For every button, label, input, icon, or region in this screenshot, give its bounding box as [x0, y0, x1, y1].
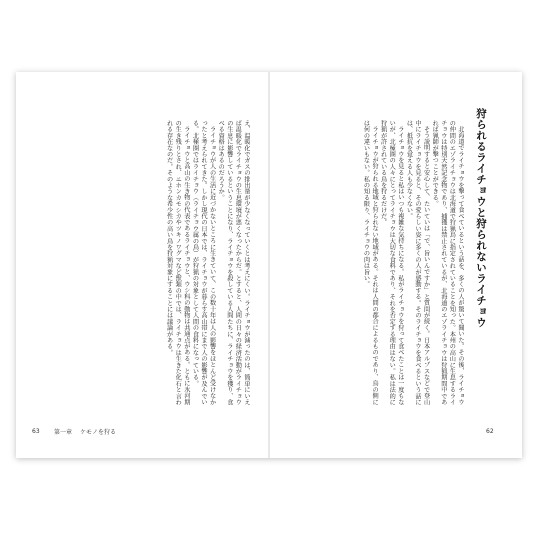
- right-paragraph-1: 北海道でライチョウを撃って食べているという話を、多くの人が驚いて聞いた。その後、ライチョウの仲間のエゾライチョウは北海道で狩猟鳥に指定されていることを知った。本州の高山に生息するライチョウは特別天然記念物であり、捕獲は禁止されているが、北海道のエゾライチョウは狩猟期間中であれば猟師が撃つことができる。: [431, 120, 464, 406]
- left-page-body: [44, 120, 250, 410]
- left-paragraph-3: ライチョウと高山の生き物の代表であるライチョウと、ウシ科の動物は共通点がある。ともに氷河期の生き残りとされ、ニホンカモシカやツキノワグマなど獣類の中では、ライチョウは生きた化石と言われる存在なのだ。そのような希少性の高い鳥を狩猟対象にすることには議論がある。: [165, 120, 190, 406]
- left-paragraph-1: え、温暖化でガスの排出量が少なくなっていくとは考えにくい。ライチョウが減ったのは、簡単にいえば温暖化でライチョウの生息環境が悪くなったからだ。とすると、人間の日々の経済活動がライチョウの生息に影響しているということになり、ライチョウを殺している人間たちに、ライチョウを獲り、食べる資格はあるのだろうか。: [217, 120, 250, 406]
- book-spread: [16, 72, 522, 458]
- running-head-title: ケモノを狩る: [80, 429, 116, 436]
- page-number-right: 62: [486, 428, 494, 435]
- page-number-left: 63: [32, 428, 40, 435]
- right-page: [270, 72, 522, 458]
- right-paragraph-2: そう説明すると安心して、たいていは「で、旨いんですか」と質問が続く。日本アルプスなどで登山中にライチョウを見ると、その愛らしい姿に多くの人が感動する。そのライチョウを食べるという話には、抵抗を覚える人も少なくない。: [405, 120, 430, 406]
- right-page-body: [282, 120, 464, 410]
- section-title: 狩られるライチョウと狩られないライチョウ: [475, 108, 487, 328]
- left-page: [16, 72, 268, 458]
- right-paragraph-3: ライチョウを見ると私はいつも複雑な気持ちになる。私がライチョウを狩って食べたことは一度もないが、北極圏の人々にとってライチョウは大切な食料であり、それを否定する理由はない。私は法的に狩猟が許されている鳥を狩るだけだ。: [379, 120, 404, 406]
- right-paragraph-4: ライチョウが狩られる地域と狩られない地域がある。それは人間の都合によるものであり、鳥の側には何の違いもない。私の知る限り、ライチョウの肉は旨い。: [362, 120, 379, 406]
- running-head-chapter: 第一章: [54, 429, 73, 436]
- left-paragraph-2: ライチョウが人の生活に近づかないところに生きていて、この数十年は人の影響をほとんど受けなかったと考えられてきた。しかし現代の日本では、ライチョウが暮らす高山帯にまで人の影響が及んでいる。北極圏ではライチョウ（ライチョウ属の鳥）が狩猟の対象として人間の食料になっている。: [191, 120, 216, 406]
- running-head: [54, 427, 116, 436]
